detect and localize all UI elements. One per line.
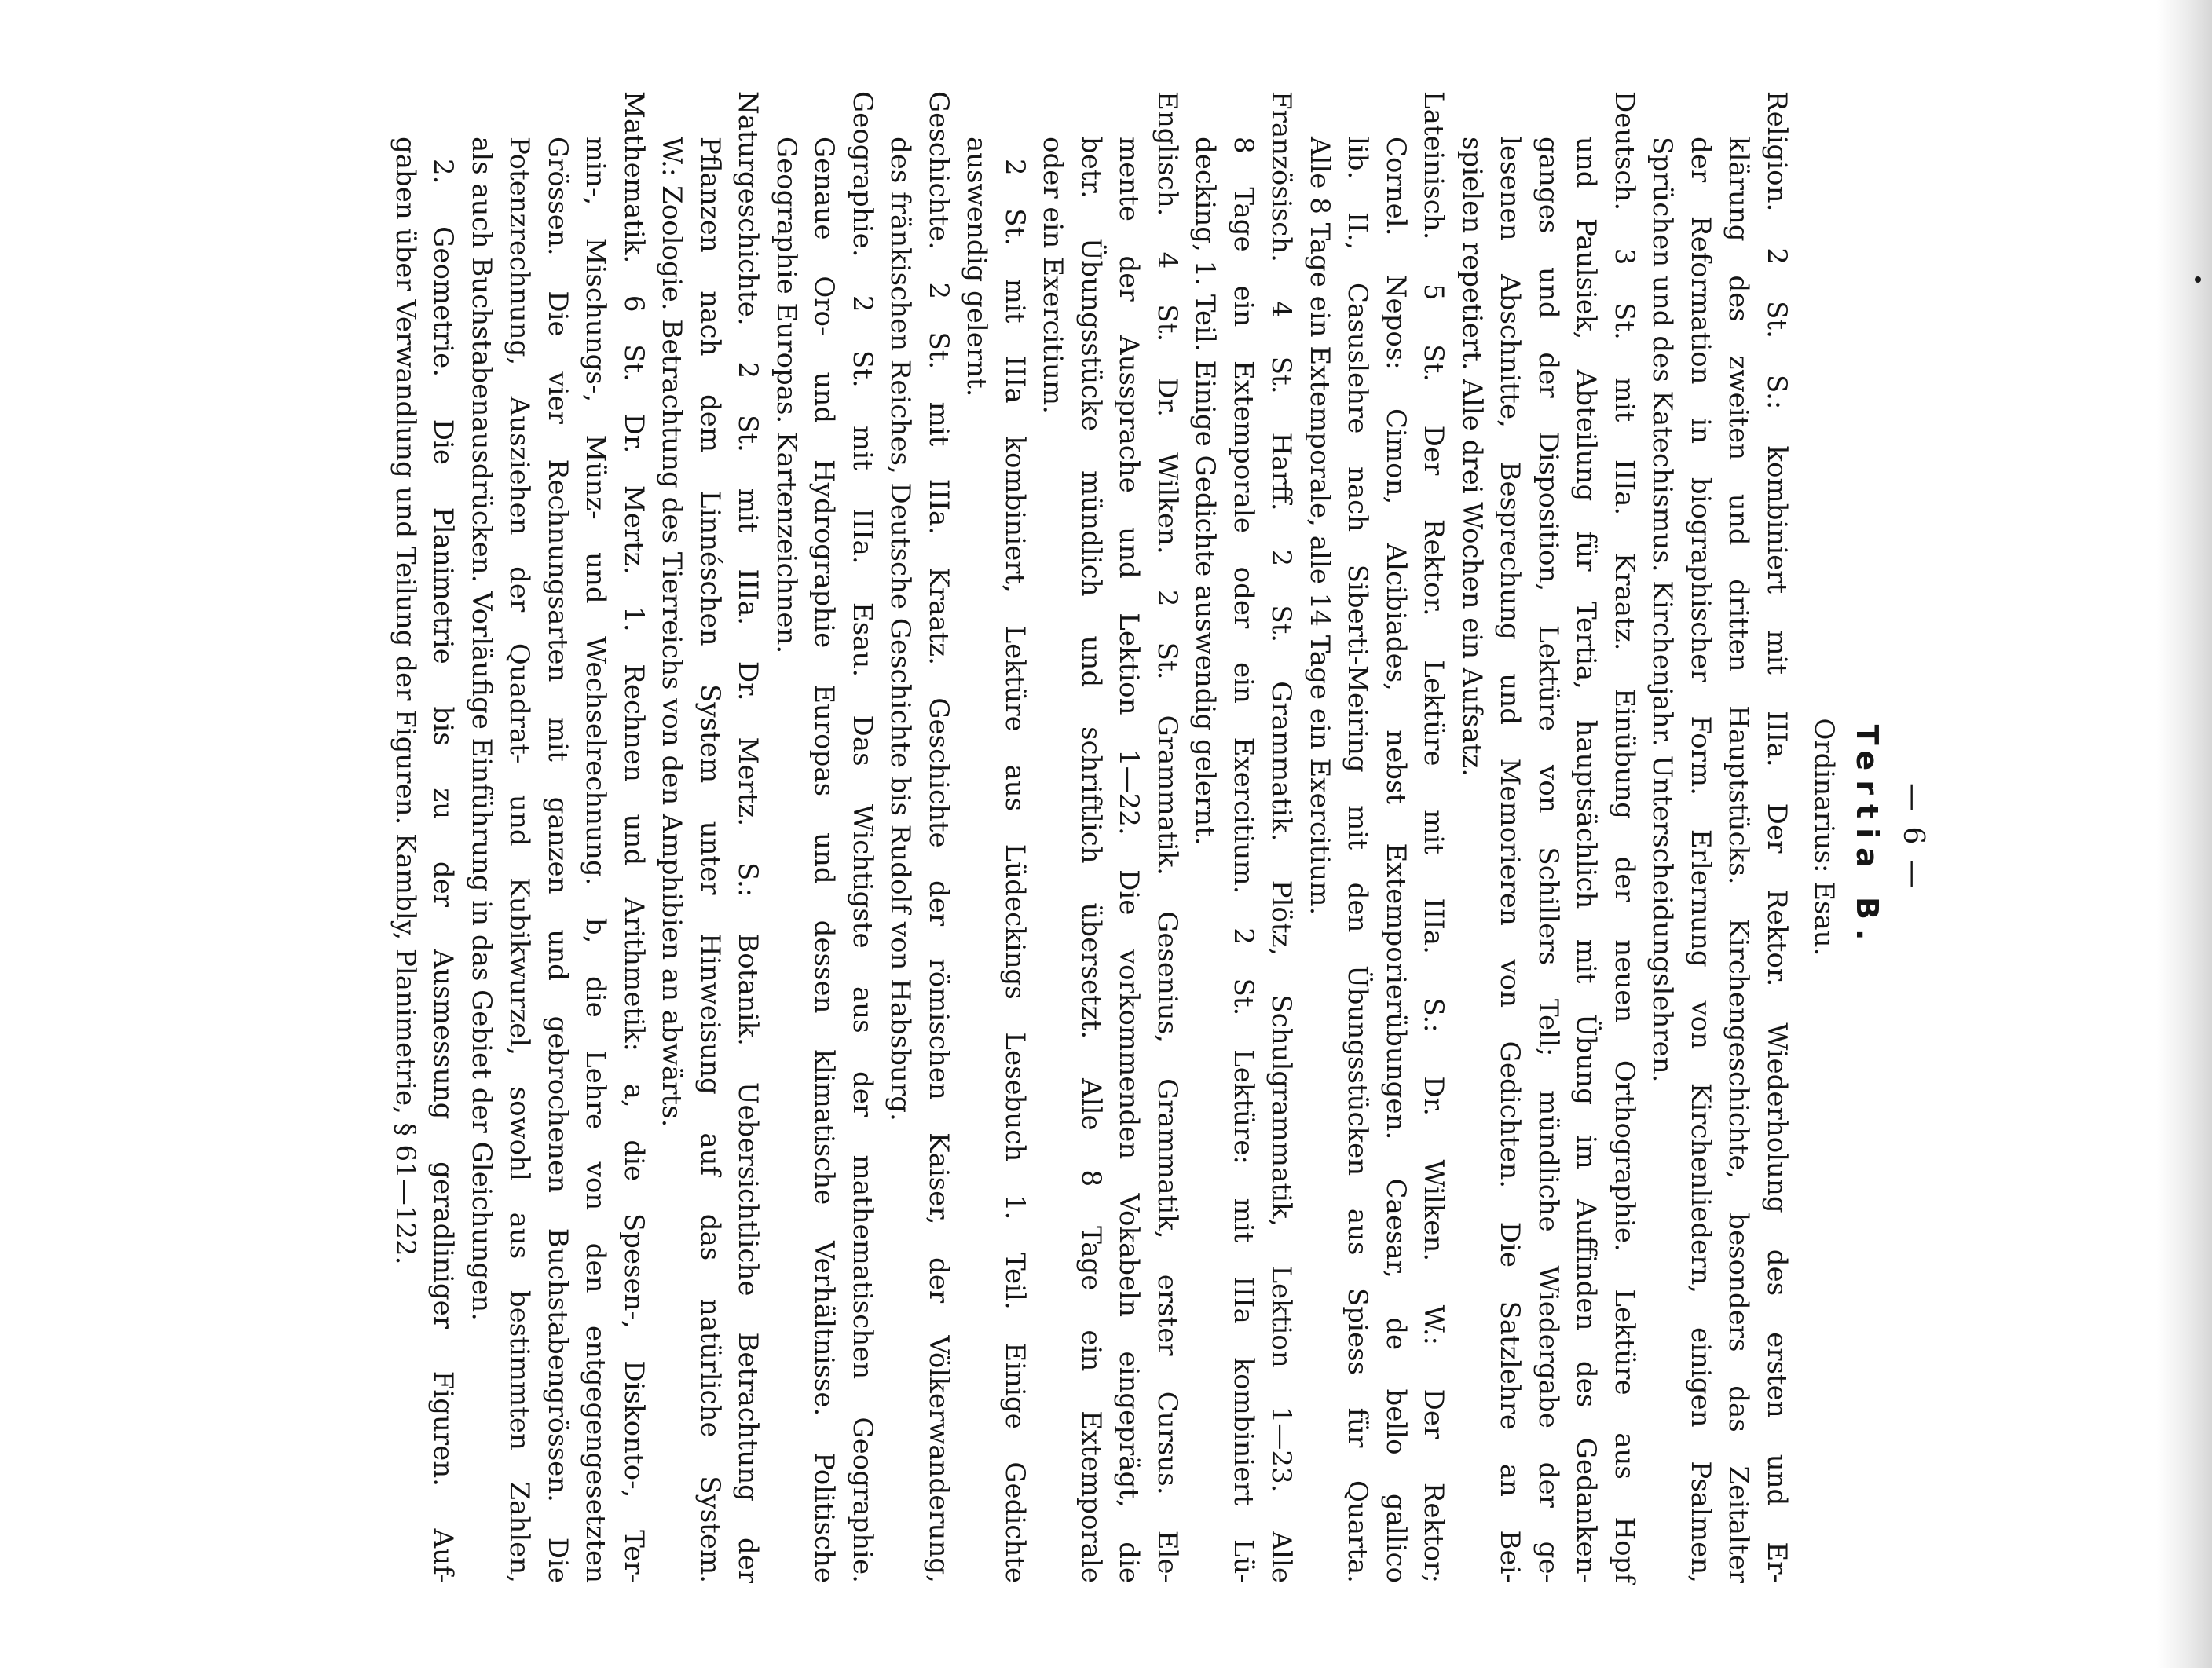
- text-line: Naturgeschichte. 2 St. mit IIIa. Dr. Mertz. S.: Botanik. Uebersichtliche Betrachtung der: [732, 91, 764, 1583]
- text-line: klärung des zweiten und dritten Hauptstücks. Kirchengeschichte, besonders das Zeitalter: [1723, 137, 1755, 1583]
- text-line: Englisch. 4 St. Dr. Wilken. 2 St. Grammatik. Gesenius, Grammatik, erster Cursus. Ele-: [1152, 91, 1183, 1583]
- text-line: des fränkischen Reiches, Deutsche Geschichte bis Rudolf von Habsburg.: [884, 137, 917, 1121]
- subject-entry: [1453, 91, 1644, 1583]
- text-line: Deutsch. 3 St. mit IIIa. Kraatz. Einübung der neuen Orthographie. Lektüre aus Hopf: [1609, 91, 1640, 1583]
- text-line: der Reformation in biographischer Form. Erlernung von Kirchenliedern, einigen Psalmen,: [1685, 137, 1716, 1583]
- subject-entry: [881, 91, 958, 1583]
- text-line: oder ein Exercitium.: [1037, 137, 1069, 414]
- text-line: als auch Buchstabenausdrücken. Vorläufige Einführung in das Gebiet der Gleichungen.: [466, 137, 497, 1321]
- text-line: Religion. 2 St. S.: kombiniert mit IIIa. Der Rektor. Wiederholung des ersten und Er-: [1761, 91, 1793, 1583]
- text-line: Cornel. Nepos: Cimon, Alcibiades, nebst Extemporierübungen. Caesar, de bello gallico: [1380, 137, 1412, 1583]
- subject-entry: [767, 91, 882, 1583]
- text-line: lesenen Abschnitte, Besprechung und Memorieren von Gedichten. Die Satzlehre an Bei-: [1494, 137, 1526, 1583]
- subject-list: [386, 91, 1796, 1583]
- text-line: lib. II., Casuslehre nach Siberti-Meiring mit den Übungsstücken aus Spiess für Quarta.: [1342, 137, 1374, 1583]
- text-line: Genaue Oro- und Hydrographie Europas und dessen klimatische Verhältnisse. Politische: [808, 137, 840, 1583]
- text-line: Pflanzen nach dem Linnéschen System unter Hinweisung auf das natürliche System.: [694, 137, 726, 1583]
- subject-entry: [1301, 91, 1453, 1583]
- text-line: Geographie Europas. Kartenzeichnen.: [771, 137, 802, 654]
- text-line: Geographie. 2 St. mit IIIa. Esau. Das Wichtigste aus der mathematischen Geographie.: [847, 91, 878, 1583]
- text-line: Alle 8 Tage ein Extemporale, alle 14 Tage ein Exercitium.: [1304, 137, 1335, 916]
- text-line: Geschichte. 2 St. mit IIIa. Kraatz. Geschichte der römischen Kaiser, der Völkerwanderung,: [923, 91, 954, 1583]
- text-line: Sprüchen und des Katechismus. Kirchenjahr. Unterscheidungslehren.: [1646, 137, 1679, 1083]
- text-line: Französisch. 4 St. Harff. 2 St. Grammatik. Plötz, Schulgrammatik, Lektion 1—23. Alle: [1265, 91, 1298, 1583]
- printed-page-rotated: [255, 91, 1936, 1583]
- text-line: Lateinisch. 5 St. Der Rektor. Lektüre mit IIIa. S.: Dr. Wilken. W.: Der Rektor;: [1418, 91, 1450, 1583]
- text-line: Potenzrechnung, Ausziehen der Quadrat- und Kubikwurzel, sowohl aus bestimmten Zahlen,: [504, 137, 536, 1583]
- subject-entry: [653, 91, 767, 1583]
- text-line: auswendig gelernt.: [961, 137, 993, 397]
- subject-entry: [1186, 91, 1301, 1583]
- paper-edge-shadow: [2157, 0, 2212, 1668]
- page-number: — 6 —: [1897, 783, 1929, 891]
- ink-speck: [2195, 276, 2201, 283]
- subject-entry: [386, 91, 654, 1583]
- class-heading: Tertia B.: [1850, 724, 1884, 950]
- text-line: betr. Übungsstücke mündlich und schriftlich übersetzt. Alle 8 Tage ein Extemporale: [1075, 137, 1107, 1583]
- text-line: spielen repetiert. Alle drei Wochen ein Aufsatz.: [1456, 137, 1488, 777]
- text-line: min-, Mischungs-, Münz- und Wechselrechnung. b, die Lehre von den entgegengesetzten: [580, 137, 612, 1583]
- text-line: Mathematik. 6 St. Dr. Mertz. 1. Rechnen und Arithmetik: a, die Spesen-, Diskonto-, Ter-: [618, 91, 650, 1583]
- subject-entry: [1643, 91, 1796, 1583]
- text-line: W.: Zoologie. Betrachtung des Tierreichs von den Amphibien an abwärts.: [656, 137, 688, 1128]
- text-line: Grössen. Die vier Rechnungsarten mit ganzen und gebrochenen Buchstabengrössen. Die: [542, 137, 573, 1583]
- text-line: 2. Geometrie. Die Planimetrie bis zu der Ausmessung geradliniger Figuren. Auf-: [427, 159, 460, 1583]
- text-line: decking, 1. Teil. Einige Gedichte auswendig gelernt.: [1189, 137, 1221, 846]
- text-line: ganges und der Disposition, Lektüre von Schillers Tell; mündliche Wiedergabe der ge-: [1533, 137, 1564, 1583]
- subject-entry: [958, 91, 1186, 1583]
- ordinarius-line: Ordinarius: Esau.: [1808, 718, 1840, 957]
- text-line: mente der Aussprache und Lektion 1—22. Die vorkommenden Vokabeln eingeprägt, die: [1113, 137, 1145, 1583]
- text-line: 2 St. mit IIIa kombiniert, Lektüre aus Lüdeckings Lesebuch 1. Teil. Einige Gedichte: [999, 159, 1031, 1583]
- text-line: und Paulsiek, Abteilung für Tertia, hauptsächlich mit Übung im Auffinden des Gedanken-: [1570, 137, 1602, 1583]
- text-line: gaben über Verwandlung und Teilung der Figuren. Kambly, Planimetrie, § 61—122.: [390, 137, 421, 1265]
- text-line: 8 Tage ein Extemporale oder ein Exercitium. 2 St. Lektüre: mit IIIa kombiniert Lü-: [1228, 137, 1259, 1583]
